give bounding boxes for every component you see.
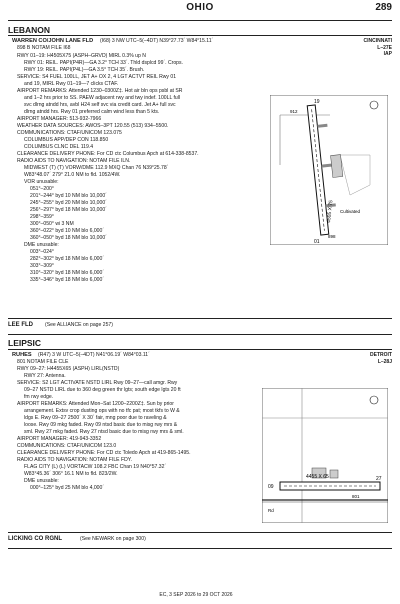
- divider: [8, 35, 392, 36]
- chart-ref-l28j: L–28J: [377, 359, 392, 365]
- vortac-line-2: W83°45.36´ 306° 16.1 NM to fld. 823/2W.: [24, 471, 118, 477]
- dme-unusable-item: 282°–302° byd 18 NM blo 6,000´: [30, 256, 105, 262]
- service-line: fm rwy edge.: [24, 394, 54, 400]
- divider: [8, 334, 392, 335]
- vor-unusable-item: 245°–255° byd 20 NM blo 10,000´: [30, 200, 107, 206]
- elevation-label: 801: [352, 494, 360, 499]
- runway-end-09: 09: [268, 484, 274, 490]
- state-name: OHIO: [186, 2, 214, 13]
- airport-remarks-2: arrangement. Extsv crop dusting ops with no tfc pat; most tkfs to W &: [24, 408, 180, 414]
- airport-name-ruhes: RUHES: [12, 352, 32, 358]
- airport-id-line: (R47) 3 W UTC–5(–4DT) N41°06.19´ W84°03.11´: [38, 352, 150, 358]
- airport-manager: AIRPORT MANAGER: 513-932-7966: [17, 116, 102, 122]
- runway-19-line: RWY 19: REIL. PAPI(P4L)—GA 3.5° TCH 35´. Brush.: [24, 67, 145, 73]
- divider: [8, 349, 392, 350]
- radio-aids-title: RADIO AIDS TO NAVIGATION: NOTAM FILE ILN.: [17, 158, 131, 164]
- vor-unusable-item: 360°–022° byd 10 NM blo 6,000´: [30, 228, 105, 234]
- chart-ref-iap: IAP: [383, 51, 392, 57]
- city-leipsic: LEIPSIC: [8, 338, 42, 348]
- communications: COMMUNICATIONS: CTAF/UNICOM 123.0: [17, 443, 117, 449]
- licking-ref: (See NEWARK on page 300): [80, 536, 146, 542]
- page-number: 289: [375, 2, 392, 13]
- communications: COMMUNICATIONS: CTAF/UNICOM 123.075: [17, 130, 122, 136]
- runway-end-19: 19: [314, 99, 320, 105]
- runway-line: RWY 09–27: H4455X65 (ASPH) LIRL(NSTD): [17, 366, 120, 372]
- dme-unusable-item: 310°–320° byd 18 NM blo 6,000´: [30, 270, 105, 276]
- vortac-line-1: FLAG CITY (L) (L) VORTACW 108.2 FBC Chan 19 N40°57.32´: [24, 464, 167, 470]
- airport-remarks-2: and 1–2 hrs prior to SS. PAEW adjacent rwy and twy indef. 100LL full: [24, 95, 181, 101]
- runway-27-line: RWY 27: Antenna.: [24, 373, 66, 379]
- runway-dimension-label: 4455 X 65: [306, 474, 329, 480]
- runway-end-27: 27: [376, 476, 382, 482]
- elevation-line: 801 NOTAM FILE CLE: [17, 359, 69, 365]
- page-header: [8, 0, 392, 21]
- lee-field-name: LEE FLD: [8, 322, 33, 328]
- vor-unusable-item: 360°–050° byd 18 NM blo 10,000´: [30, 235, 107, 241]
- vor-line-2: W83°48.07´ 279° 21.0 NM to fld. 1052/4W.: [24, 172, 121, 178]
- licking-name: LICKING CO RGNL: [8, 536, 62, 542]
- sectional-name: CINCINNATI: [363, 38, 392, 44]
- lee-field-ref: (See ALLIANCE on page 257): [45, 322, 113, 328]
- elevation-line: 898 B NOTAM FILE I68: [17, 45, 71, 51]
- weather-data: WEATHER DATA SOURCES: AWOS–3PT 120.55 (513) 934–5500.: [17, 123, 169, 129]
- airport-id-line: (I68) 3 NW UTC–5(–4DT) N39°27.73´ W84°15.11´: [100, 38, 214, 44]
- road-label: Rd: [268, 508, 274, 513]
- effective-dates: EC, 3 SEP 2026 to 29 OCT 2026: [159, 592, 233, 598]
- service-line: 09–27 NSTD LIRL due to 360 deg green thr lgts; south edge lgts 20 ft: [24, 387, 181, 393]
- chart-ref-l27e: L–27E: [377, 45, 392, 51]
- vor-unusable-item: 300°–050° wi 3 NM: [30, 221, 74, 227]
- divider: [8, 532, 392, 533]
- vor-unusable-item: 051°–200°: [30, 186, 54, 192]
- vor-unusable-item: 201°–244° byd 10 NM blo 10,000´: [30, 193, 107, 199]
- clearance-phone: CLEARANCE DELIVERY PHONE: For CD ctc Toledo Apch at 419-865-1495.: [17, 450, 191, 456]
- vor-unusable-item: 256°–297° byd 18 NM blo 10,000´: [30, 207, 107, 213]
- airport-diagram-warren: [270, 95, 388, 245]
- dme-unusable-item: 003°–024°: [30, 249, 54, 255]
- sectional-name: DETROIT: [370, 352, 392, 358]
- dme-unusable-title: DME unusable:: [24, 242, 59, 248]
- runway-end-01: 01: [314, 239, 320, 245]
- approach-departure: COLUMBUS APP/DEP CON 118.850: [24, 137, 109, 143]
- service-line: SERVICE: S4 FUEL 100LL, JET A+ OX 2, 4 LGT ACTVT REIL Rwy 01: [17, 74, 177, 80]
- service-line: SERVICE: S2 LGT ACTIVATE NSTD LIRL Rwy 09–27—call amgr. Rwy: [17, 380, 178, 386]
- runway-dimension-label: 4505 X 75: [326, 199, 335, 224]
- airport-remarks-3: svc dlrng atndd hrs, avbl H24 self svc via credit card. Jet A+ full svc: [24, 102, 176, 108]
- runway-line: RWY 01–19: H4505X75 (ASPH–GRVD) MIRL 0.3% up N: [17, 53, 146, 59]
- runway-01-line: RWY 01: REIL. PAPI(P4R)—GA 3.2° TCH 33´. Thld dsplcd 99´. Crops.: [24, 60, 183, 66]
- service-line-2: and 19, MIRL Rwy 01–19—7 clicks CTAF.: [24, 81, 119, 87]
- airport-remarks-3: ldgs E. Rwy 09–27 2500´ X 30´ fair, mng poor due to raveling &: [24, 415, 167, 421]
- terrain-label: Cultivated: [340, 209, 361, 214]
- elevation-label: 898: [328, 234, 336, 239]
- airport-remarks-1: AIRPORT REMARKS: Attended Mon–Sat 1200–2200Z‡. Sun by prior: [17, 401, 174, 407]
- divider: [8, 548, 392, 549]
- vor-unusable-title: VOR unusable:: [24, 179, 59, 185]
- vor-unusable-item: 298°–359°: [30, 214, 54, 220]
- airport-manager: AIRPORT MANAGER: 419-943-3352: [17, 436, 102, 442]
- airport-diagram-ruhes: [262, 388, 388, 523]
- clearance-phone: CLEARANCE DELIVERY PHONE: For CD ctc Columbus Apch at 614-338-8537.: [17, 151, 199, 157]
- dme-unusable-title: DME unusable:: [24, 478, 59, 484]
- divider: [8, 318, 392, 319]
- airport-name-warren: WARREN CO/JOHN LANE FLD: [12, 38, 94, 44]
- radio-aids-title: RADIO AIDS TO NAVIGATION: NOTAM FILE FDY.: [17, 457, 132, 463]
- clearance-delivery: COLUMBUS CLNC DEL 119.4: [24, 144, 94, 150]
- vor-line-1: MIDWEST (T) (T) VORW/DME 112.9 MXQ Chan 76 N39°25.78´: [24, 165, 169, 171]
- airport-remarks-4: dlrng atndd hrs. Rwy 01 preferred calm wind less than 5 kts.: [24, 109, 160, 115]
- airport-remarks-5: sml. Rwy 27 mkg faded. Rwy 27 ntsd basic due to misg rwy mrs & sml.: [24, 429, 184, 435]
- dme-unusable-item: 335°–346° byd 18 NM blo 6,000´: [30, 277, 105, 283]
- dme-unusable-item: 303°–309°: [30, 263, 54, 269]
- dme-unusable-item: 000°–125° byd 25 NM blo 4,000´: [30, 485, 105, 491]
- elevation-label: 912: [290, 109, 298, 114]
- airport-remarks-4: loose. Rwy 09 mkg faded. Rwy 09 ntsd basic due to misg rwy mrs &: [24, 422, 178, 428]
- city-lebanon: LEBANON: [8, 25, 51, 35]
- airport-remarks-1: AIRPORT REMARKS: Attended 1230–0300Z‡. Hot air bln ops psbl at SR: [17, 88, 183, 94]
